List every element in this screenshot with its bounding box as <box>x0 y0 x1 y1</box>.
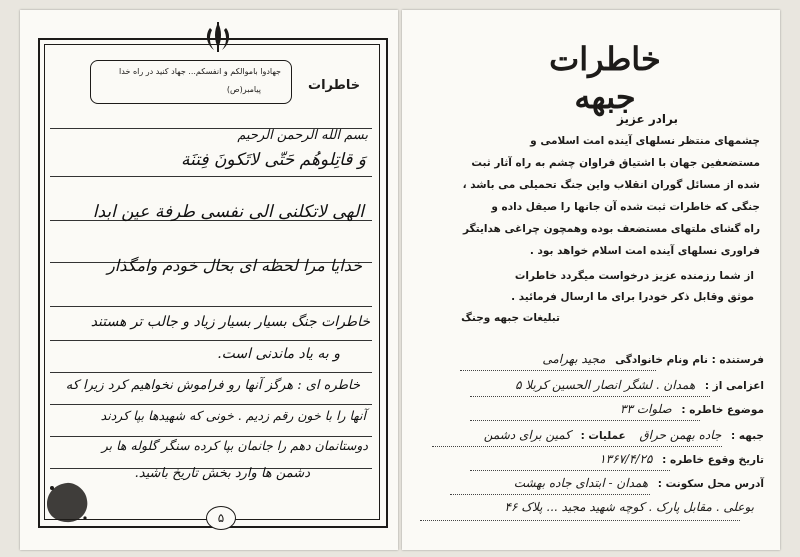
body-line: چشمهای منتظر نسلهای آینده امت اسلامی و <box>530 135 760 147</box>
form-subject <box>620 402 764 416</box>
body-line: مستضعفین جهان با اشتیاق فراوان چشم به راه آثار ثبت <box>471 157 760 169</box>
ruled-line <box>50 372 372 373</box>
form-value: همدان - ابتدای جاده بهشت <box>513 476 649 490</box>
ruled-line <box>50 404 372 405</box>
body-line: شده از مسائل گوران انقلاب واین جنگ تحمیلی می باشد ، <box>462 179 760 191</box>
handwritten-line: آنها را با خون رقم زدیم . خونی که شهیدها بپا کردند <box>100 408 366 423</box>
handwritten-line: خدایا مرا لحظه ای بحال خودم وامگذار <box>107 256 362 275</box>
ink-blot-icon <box>44 480 90 524</box>
right-page-title: خاطرات جبهه <box>549 40 661 116</box>
dotted-line <box>432 446 722 447</box>
form-value: مجید بهرامی <box>542 352 606 366</box>
handwritten-line: الهی لاتکلنی الی نفسی طرفة عین ابدا <box>92 202 364 222</box>
body-line: از شما رزمنده عزیز درخواست میگردد خاطرات <box>514 270 754 282</box>
handwritten-line: بسم الله الرحمن الرحیم <box>237 128 368 143</box>
form-label: فرستنده : نام ونام خانوادگی <box>615 354 764 366</box>
form-value: صلوات ۳۳ <box>620 402 672 416</box>
greeting: برادر عزیز <box>617 112 678 126</box>
form-value: همدان . لشگر انصار الحسین کربلا ۵ <box>515 378 696 392</box>
handwritten-line: وَ قاتِلوهُم حَتّی لاتَکونَ فِتنَة <box>181 150 366 170</box>
left-section-title: خاطرات <box>308 78 361 93</box>
form-address-continued <box>505 500 761 514</box>
handwritten-line: خاطره ای : هرگز آنها رو فراموش نخواهیم کرد زیرا که <box>65 378 360 393</box>
handwritten-line: و به یاد ماندنی است. <box>217 346 340 362</box>
form-value: بوعلی . مقابل پارک . کوچه شهید مجید ... پلاک ۴۶ <box>504 500 754 514</box>
body-line: جنگی که خاطرات ثبت شده آن جانها را صیقل داده و <box>491 201 760 213</box>
form-label: اعزامی از : <box>704 380 764 392</box>
dotted-line <box>420 520 740 521</box>
form-sender <box>542 352 764 366</box>
form-value: ۱۳۶۷/۴/۲۵ <box>599 452 653 466</box>
header-quote-box <box>90 60 292 104</box>
form-label: موضوع خاطره : <box>681 404 764 416</box>
ruled-line <box>50 306 372 307</box>
dotted-line <box>470 396 710 397</box>
form-value: جاده بهمن حراق <box>639 428 722 442</box>
signature: تبلیغات جبهه وجنگ <box>461 312 560 324</box>
form-front <box>484 428 764 442</box>
iran-emblem-icon <box>200 20 236 54</box>
form-date <box>599 452 764 466</box>
dotted-line <box>470 470 670 471</box>
ruled-line <box>50 436 372 437</box>
dotted-line <box>460 370 656 371</box>
form-address <box>514 476 764 490</box>
form-dispatched-from <box>515 378 764 392</box>
ruled-line <box>50 176 372 177</box>
form-label: عملیات : <box>580 430 626 442</box>
form-label: تاریخ وقوع خاطره : <box>662 454 764 466</box>
handwritten-line: دشمن ها وارد بخش تاریخ باشید. <box>134 466 310 481</box>
handwritten-line: دوستانمان دهم را جانمان بپا کرده سنگر گلوله ها بر <box>101 438 368 453</box>
handwritten-line: خاطرات جنگ بسیار بسیار زیاد و جالب تر هستند <box>90 314 370 330</box>
ruled-line <box>50 340 372 341</box>
form-value: کمین برای دشمن <box>483 428 571 442</box>
dotted-line <box>470 420 700 421</box>
body-line: فراوری نسلهای آینده امت اسلام خواهد بود . <box>529 245 760 257</box>
header-quote: جهادوا باموالکم و انفسکم... جهاد کنید در راه خدا <box>119 67 281 76</box>
form-label: جبهه : <box>730 430 764 442</box>
body-line: راه گشای ملتهای مستضعف بوده وهمچون چراغی هدایتگر <box>463 223 760 235</box>
dotted-line <box>450 494 650 495</box>
form-label: آدرس محل سکونت : <box>657 478 764 490</box>
header-quote-source: پیامبر(ص) <box>226 85 261 94</box>
body-line: موثق وقابل ذکر خودرا برای ما ارسال فرمائید . <box>511 291 754 303</box>
page-number: ۵ <box>206 506 236 530</box>
